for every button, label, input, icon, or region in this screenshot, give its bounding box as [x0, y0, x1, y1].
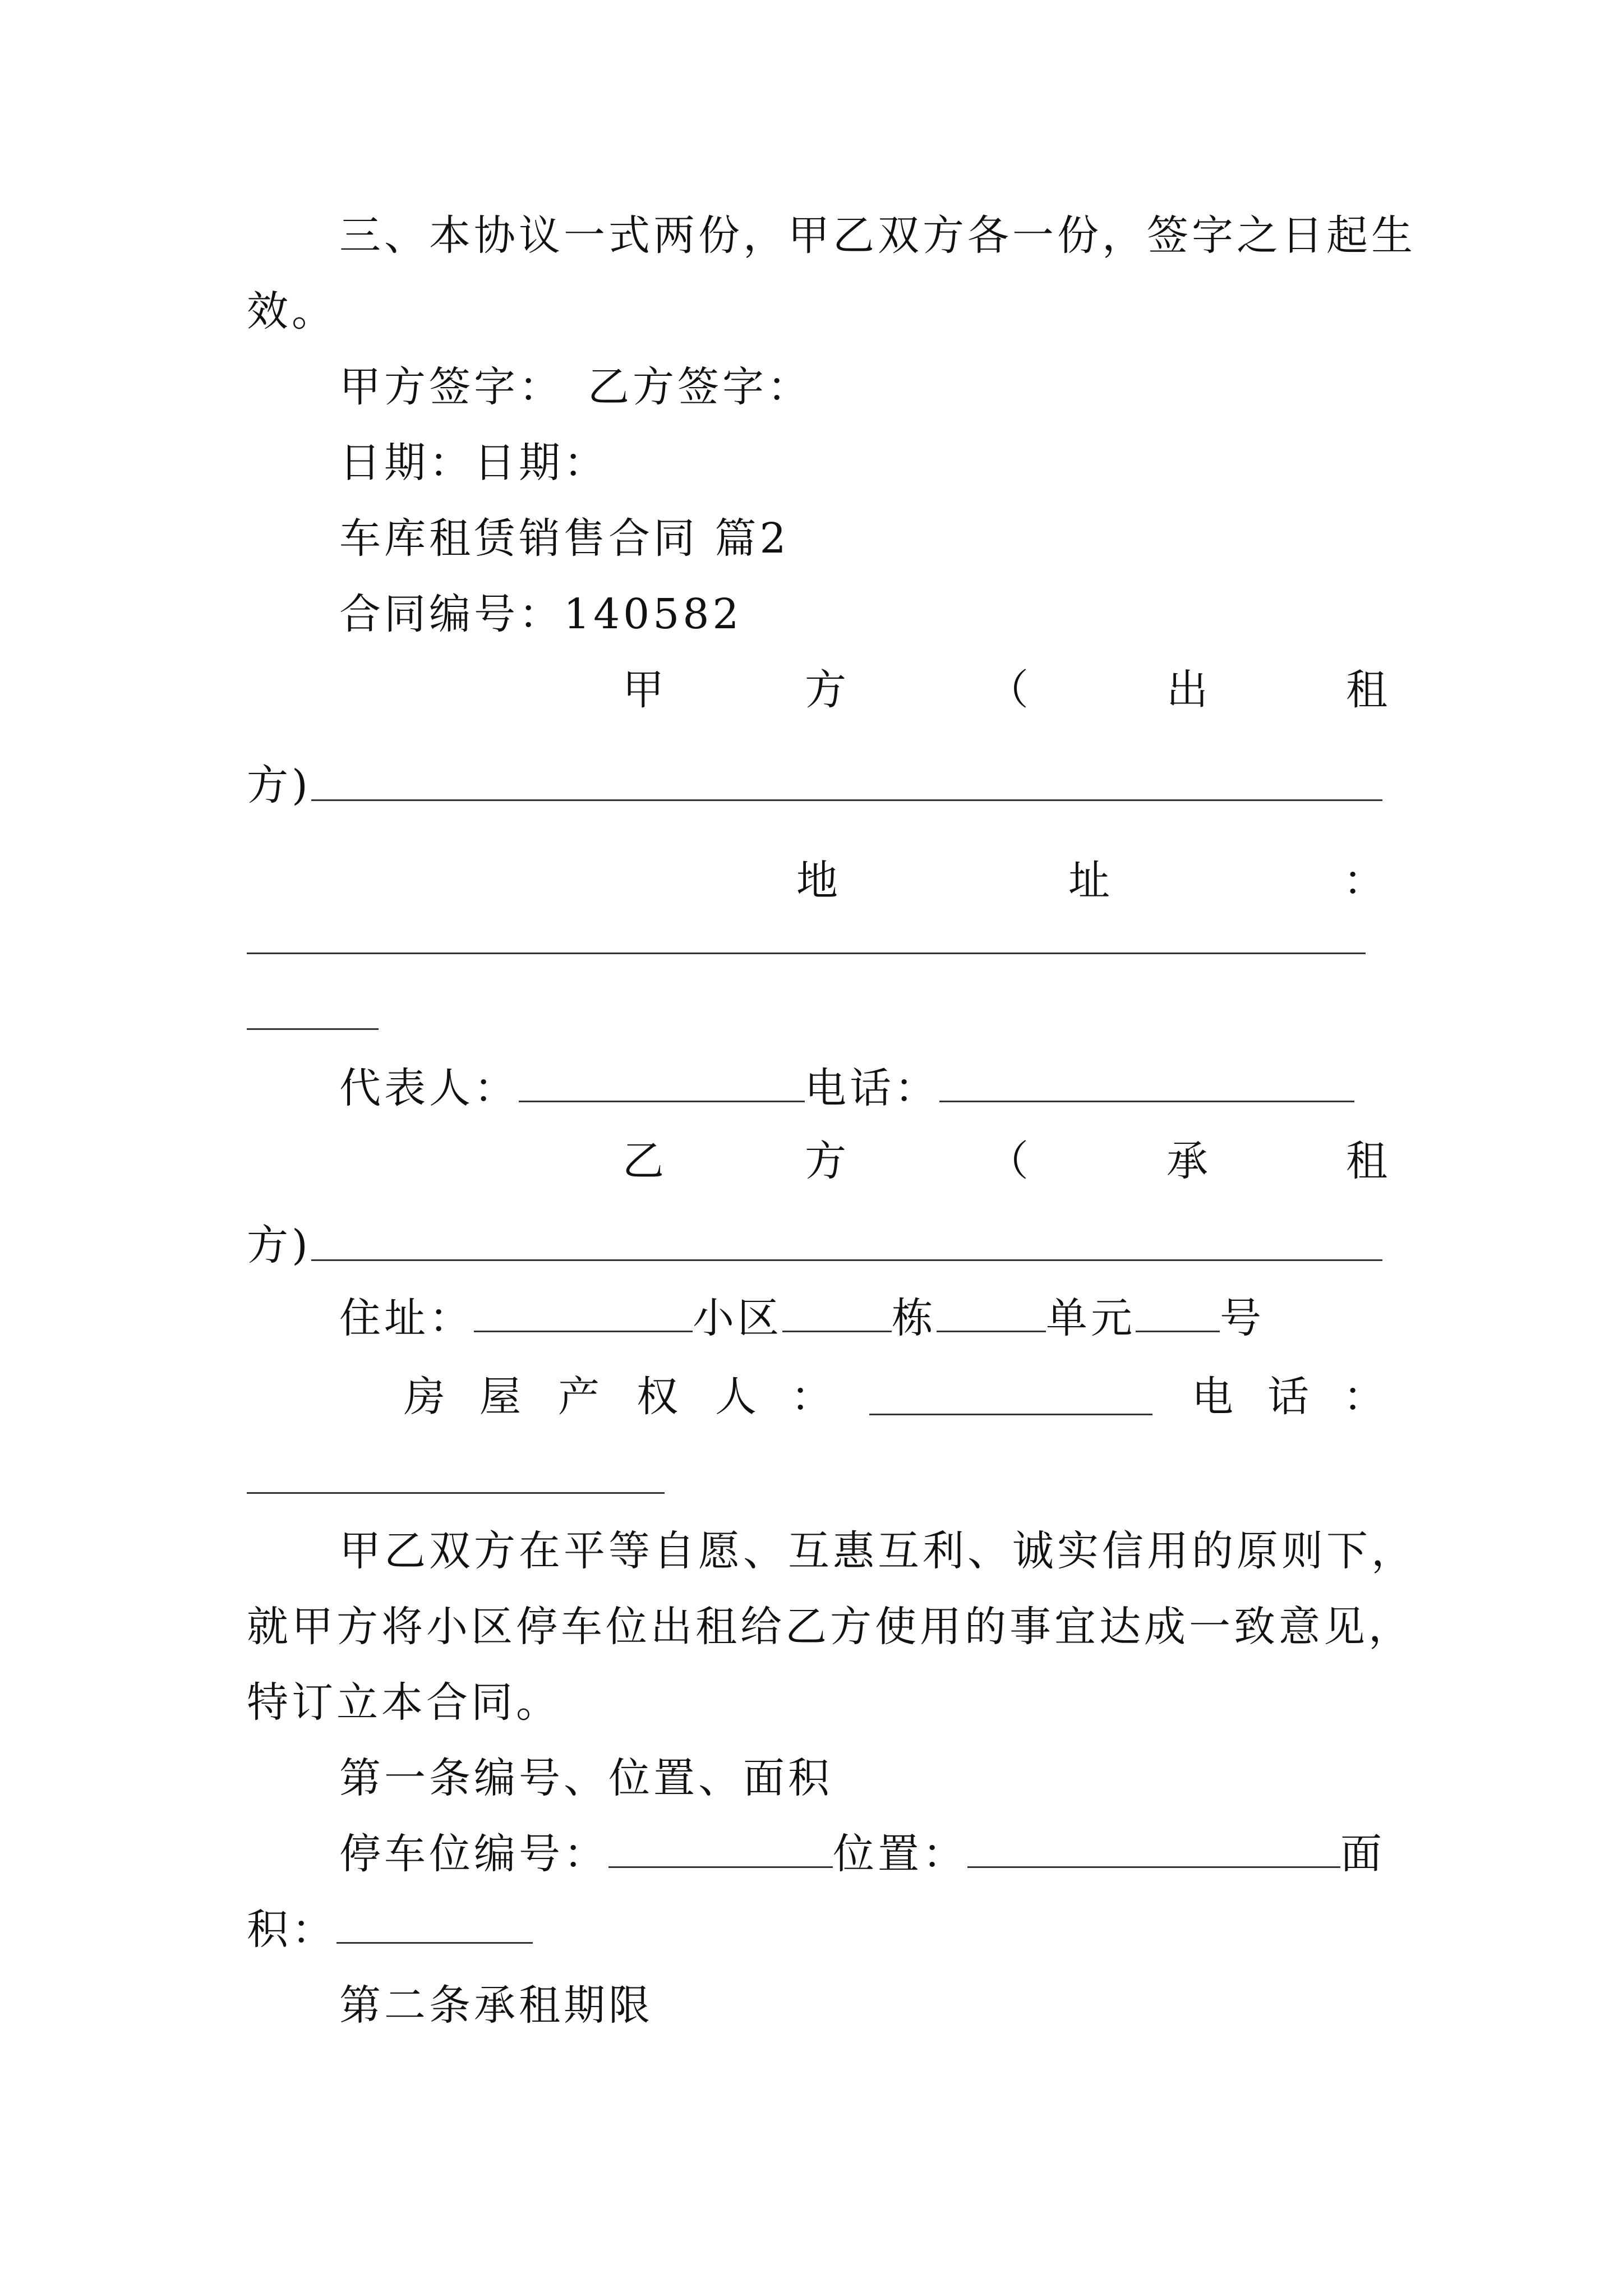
article-1-heading: 第一条编号、位置、面积: [339, 1754, 833, 1802]
party-b-tail: 方): [247, 1221, 311, 1269]
party-a-label: [0, 662, 1623, 718]
owner-char: 产: [558, 1373, 600, 1421]
party-a-char: 租: [1346, 666, 1387, 714]
phone-blank: [939, 1065, 1354, 1102]
property-owner-line: [0, 1369, 1623, 1425]
residence-line: [339, 1290, 1265, 1346]
party-a-char: 出: [1166, 666, 1208, 714]
address-char: 址: [1068, 857, 1110, 905]
building-label: 栋: [892, 1294, 937, 1342]
owner-char: 屋: [479, 1373, 521, 1421]
owner-tel-char: 话: [1267, 1373, 1309, 1421]
section-heading: 车库租赁销售合同 篇2: [339, 514, 790, 563]
intro-line-1: 甲乙双方在平等自愿、互惠互利、诚实信用的原则下，: [339, 1527, 1416, 1575]
address-blank-2: [247, 1028, 379, 1030]
intro-line-3: 特订立本合同。: [247, 1678, 561, 1727]
intro-line-2: 就甲方将小区停车位出租给乙方使用的事宜达成一致意见，: [247, 1603, 1413, 1651]
representative-line: [339, 1060, 1354, 1116]
area-blank: [336, 1906, 533, 1944]
article-2-heading: 第二条承租期限: [339, 1981, 653, 2030]
residence-label: 住址：: [339, 1294, 474, 1342]
address-char: ：: [1343, 857, 1385, 905]
owner-tel-char: 电: [1192, 1373, 1233, 1421]
parking-spot-line: [339, 1826, 1385, 1882]
number-label: 号: [1220, 1294, 1265, 1342]
contract-number: 合同编号：140582: [339, 590, 743, 638]
address-blank-1: [247, 953, 1366, 954]
clause-3-line-1: 三、本协议一式两份，甲乙双方各一份，签字之日起生: [339, 211, 1416, 260]
owner-char: ：: [791, 1373, 832, 1421]
residence-blank: [474, 1295, 693, 1332]
address-label: [0, 853, 1623, 909]
party-a-char: 甲: [623, 666, 664, 714]
party-b-char: 乙: [623, 1137, 664, 1185]
unit-blank: [1136, 1295, 1220, 1332]
party-a-char: （: [987, 666, 1029, 714]
owner-char: 权: [637, 1373, 678, 1421]
building-blank: [937, 1295, 1046, 1332]
phone-label: 电话：: [805, 1064, 939, 1112]
area-label-start: 面: [1340, 1830, 1385, 1878]
community-blank: [782, 1295, 892, 1332]
property-owner-blank: [869, 1414, 1152, 1415]
party-b-char: 方: [805, 1137, 846, 1185]
party-b-label: [0, 1133, 1623, 1189]
representative-label: 代表人：: [339, 1064, 519, 1112]
owner-phone-blank: [247, 1492, 665, 1494]
area-line: [247, 1902, 533, 1958]
party-a-blank: [311, 799, 1382, 801]
unit-label: 单元: [1046, 1294, 1136, 1342]
position-label: 位置：: [833, 1830, 967, 1878]
signature-line: 甲方签字： 乙方签字：: [339, 363, 812, 411]
party-a-tail: 方): [247, 761, 311, 809]
spot-number-label: 停车位编号：: [339, 1830, 608, 1878]
date-line: 日期：日期：: [339, 439, 608, 487]
owner-char: 人: [715, 1373, 757, 1421]
position-blank: [967, 1830, 1340, 1868]
party-b-blank: [311, 1259, 1382, 1261]
community-label: 小区: [693, 1294, 782, 1342]
party-b-char: 租: [1346, 1137, 1387, 1185]
representative-blank: [519, 1065, 805, 1102]
party-a-char: 方: [805, 666, 846, 714]
spot-number-blank: [608, 1830, 833, 1868]
address-char: 地: [796, 857, 838, 905]
clause-3-line-2: 效。: [247, 287, 336, 335]
owner-tel-char: ：: [1343, 1373, 1385, 1421]
owner-char: 房: [404, 1373, 445, 1421]
party-b-char: （: [987, 1137, 1029, 1185]
party-b-char: 承: [1166, 1137, 1208, 1185]
area-label-end: 积：: [247, 1906, 336, 1954]
